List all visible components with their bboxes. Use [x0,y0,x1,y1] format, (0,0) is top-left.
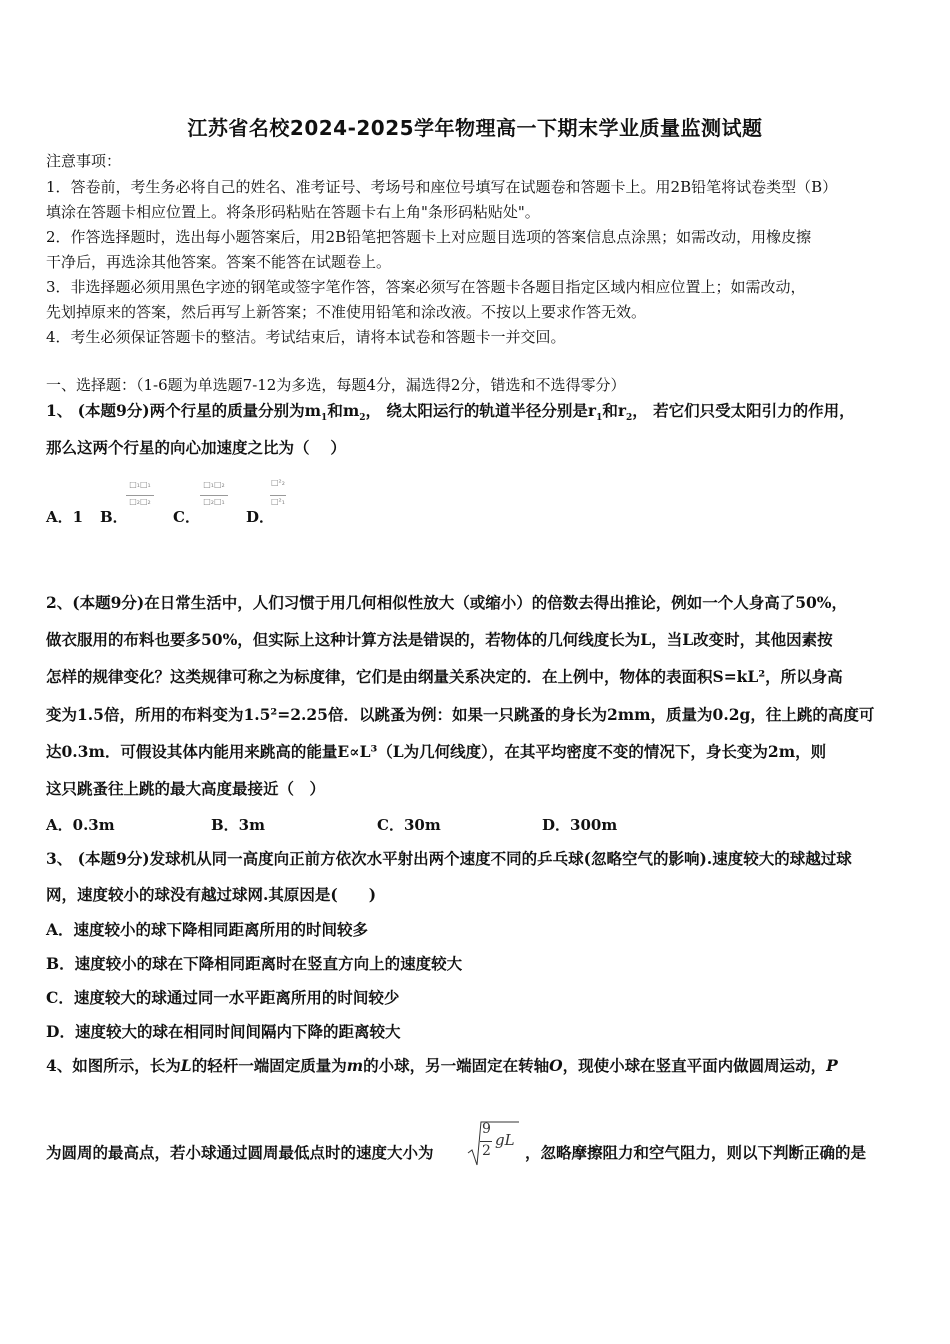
q2-option-b: B．3m [211,816,265,834]
q1-option-b: B． [100,508,128,526]
q2-stem-line: 变为1.5倍，所用的布料变为1.5²=2.25倍．以跳蚤为例：如果一只跳蚤的身长为2mm，质量为0.2g，往上跳的高度可 [46,705,875,724]
q4-stem-line2b: ，忽略摩擦阻力和空气阻力，则以下判断正确的是 [525,1143,867,1162]
notice-line: 干净后，再选涂其他答案。答案不能答在试题卷上。 [46,253,392,271]
q2-option-c: C．30m [377,816,441,834]
q1-option-c: C． [173,508,200,526]
q1-stem-line1: 1、 (本题9分)两个行星的质量分别为$m_1$和$m_2$， 绕太阳运行的轨道半径分别是$r_1$和$r_2$， 若它们只受太阳引力的作用， [46,401,855,424]
notice-heading: 注意事项： [46,152,122,170]
q2-stem-line: 怎样的规律变化？这类规律可称之为标度律，它们是由纲量关系决定的．在上例中，物体的表面积S=kL²，所以身高 [46,667,843,686]
q2-stem-line: 达0.3m．可假设其体内能用来跳高的能量E∝L³（L为几何线度），在其平均密度不变的情况下，身长变为2m，则 [46,742,827,761]
notice-line: 2．作答选择题时，选出每小题答案后，用2B铅笔把答题卡上对应题目选项的答案信息点涂黑；如需改动，用橡皮擦 [46,228,812,246]
notice-line: 4．考生必须保证答题卡的整洁。考试结束后，请将本试卷和答题卡一并交回。 [46,328,566,346]
q3-stem-line2: 网，速度较小的球没有越过球网.其原因是( ) [46,885,377,904]
q1-options [46,506,446,530]
q2-option-a: A．0.3m [46,816,115,834]
notice-line: 先划掉原来的答案，然后再写上新答案；不准使用铅笔和涂改液。不按以上要求作答无效。 [46,303,647,321]
q3-option-c: C．速度较大的球通过同一水平距离所用的时间较少 [46,988,400,1007]
q1-option-d: D． [246,508,275,526]
q3-option-a: A．速度较小的球下降相同距离所用的时间较多 [46,920,369,939]
q3-stem-line1: 3、 (本题9分)发球机从同一高度向正前方依次水平射出两个速度不同的乒乓球(忽略空气的影响).速度较大的球越过球 [46,849,852,868]
notice-line: 填涂在答题卡相应位置上。将条形码粘贴在答题卡右上角"条形码粘贴处"。 [46,203,540,221]
q2-stem-line: 做衣服用的布料也要多50%，但实际上这种计算方法是错误的，若物体的几何线度长为L，当L改变时，其他因素按 [46,630,833,649]
q2-stem-line: 2、(本题9分)在日常生活中，人们习惯于用几何相似性放大（或缩小）的倍数去得出推论，例如一个人身高了50%， [46,593,848,612]
q4-stem-line2a: 为圆周的最高点，若小球通过圆周最低点时的速度大小为 [46,1143,434,1162]
q2-option-d: D．300m [542,816,618,834]
notice-line: 1．答卷前，考生务必将自己的姓名、准考证号、考场号和座位号填写在试题卷和答题卡上。用2B铅笔将试卷类型（B） [46,178,838,196]
q3-option-b: B．速度较小的球在下降相同距离时在竖直方向上的速度较大 [46,954,463,973]
q4-stem-line1: 4、如图所示，长为L的轻杆一端固定质量为m的小球，另一端固定在转轴O，现使小球在竖直平面内做圆周运动，P [46,1056,838,1075]
section-heading: 一、选择题：（1-6题为单选题7-12为多选，每题4分，漏选得2分，错选和不选得零分） [46,376,626,394]
q1-stem-line2: 那么这两个行星的向心加速度之比为（ ） [46,438,346,457]
q4-sqrt-formula: 9 2 gL [467,1119,521,1169]
q2-options [46,814,646,836]
q3-option-d: D．速度较大的球在相同时间间隔内下降的距离较大 [46,1022,401,1041]
q1-option-a: A．1 [46,508,84,526]
q1-option-b-fraction: □₁□₁ □₂□₂ [122,480,158,514]
notice-line: 3．非选择题必须用黑色字迹的钢笔或签字笔作答，答案必须写在答题卡各题目指定区域内相应位置上；如需改动， [46,278,806,296]
page-title: 江苏省名校2024-2025学年物理高一下期末学业质量监测试题 [187,116,763,140]
q2-stem-line: 这只跳蚤往上跳的最大高度最接近（ ） [46,779,326,798]
q1-option-c-fraction: □₁□₂ □₂□₁ [196,480,232,514]
q1-option-d-fraction: □²₂ □²₁ [271,478,285,506]
